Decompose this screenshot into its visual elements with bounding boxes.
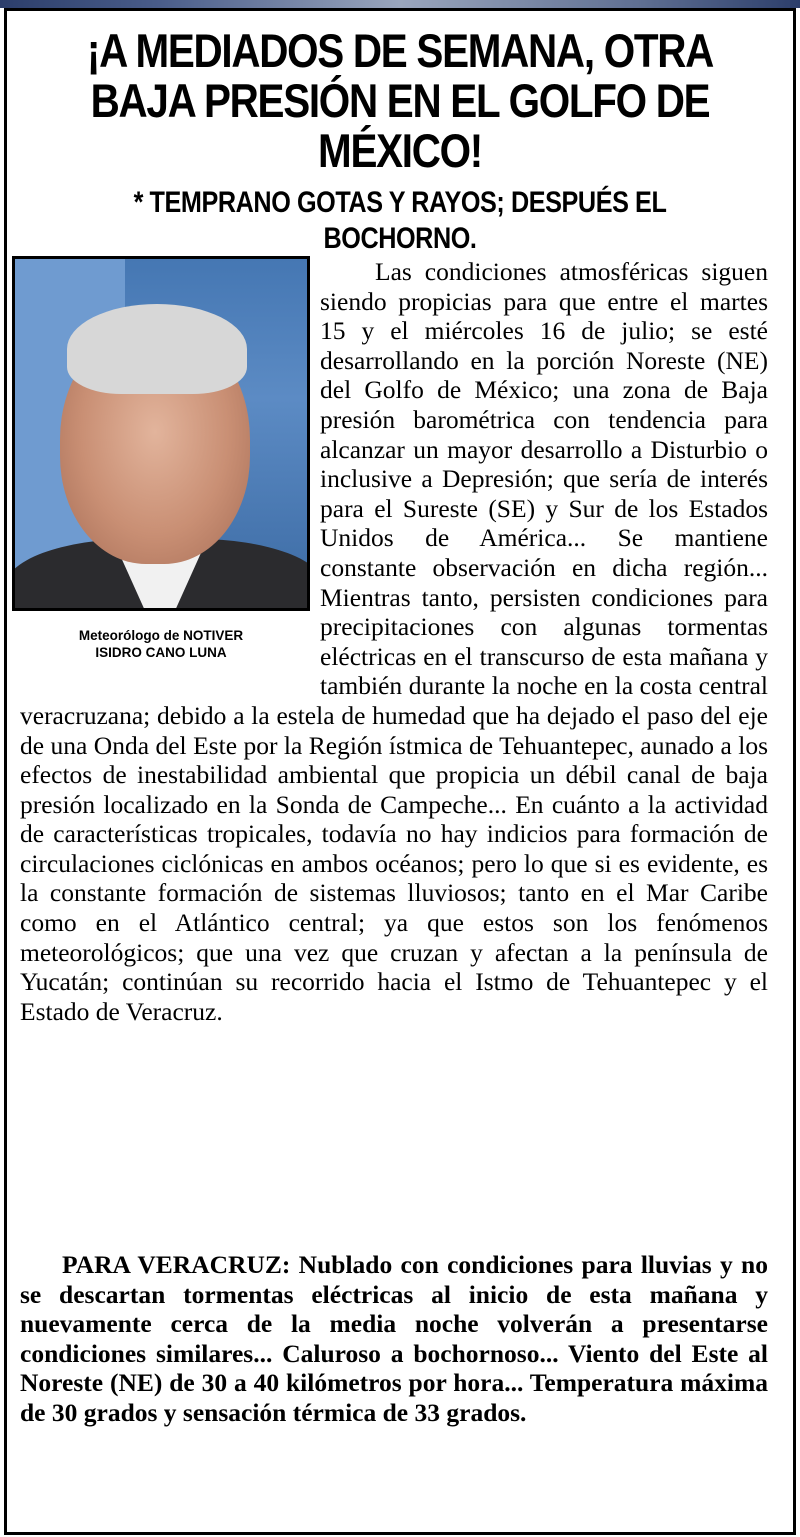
body-text: Las condiciones atmosféricas siguen siendo propicias para que entre el martes 15 y el miércoles 16 de julio; se esté desarrollando en la porción Noreste (NE) del Golfo de México; una zona de Baja presión barométrica con tendencia para alcanzar un mayor desarrollo a Disturbio o inclusive a Depresión; que sería de interés para el Sureste (SE) y Sur de los Estados Unidos de América... Se mantiene constante observación en dicha región... Mientras tanto, persisten condiciones para precipitaciones con algunas tormentas eléctricas en el transcurso de esta mañana y también durante la noche en la costa central veracruzana; debido a la estela de humedad que ha dejado el paso del eje de una Onda del Este por la Región ístmica de Tehuantepec, aunado a los efectos de inestabilidad ambiental que propicia un débil canal de baja presión localizado en la Sonda de Campeche... En cuánto a la actividad de características tropicales, todavía no hay indicios para formación de circulaciones ciclónicas en ambos océanos; pero lo que si es evidente, es la constante formación de sistemas lluviosos; tanto en el Mar Caribe como en el Atlántico central; ya que estos son los fenómenos meteorológicos; que una vez que cruzan y afectan a la península de Yucatán; continúan su recorrido hacia el Istmo de Tehuantepec y el Estado de Veracruz. [20, 257, 768, 1026]
article-body [20, 257, 768, 1026]
photo-caption-line1: Meteorólogo de NOTIVER [78, 628, 244, 643]
photo-caption-line2: ISIDRO CANO LUNA [95, 645, 227, 660]
forecast-text: PARA VERACRUZ: Nublado con condiciones para lluvias y no se descartan tormentas eléctricas al inicio de esta mañana y nuevamente cerca de la media noche volverán a presentarse condiciones similares... Caluroso a bochornoso... Viento del Este al Noreste (NE) de 30 a 40 kilómetros por hora... Temperatura máxima de 30 grados y sensación térmica de 33 grados. [20, 1250, 768, 1427]
photo-spacer [20, 257, 320, 673]
veracruz-forecast [20, 1250, 768, 1428]
top-photo-strip [0, 0, 800, 8]
headline: ¡A MEDIADOS DE SEMANA, OTRA BAJA PRESIÓN EN EL GOLFO DE MÉXICO! [86, 24, 714, 177]
subheadline: * TEMPRANO GOTAS Y RAYOS; DESPUÉS EL BOCHORNO. [133, 186, 667, 255]
